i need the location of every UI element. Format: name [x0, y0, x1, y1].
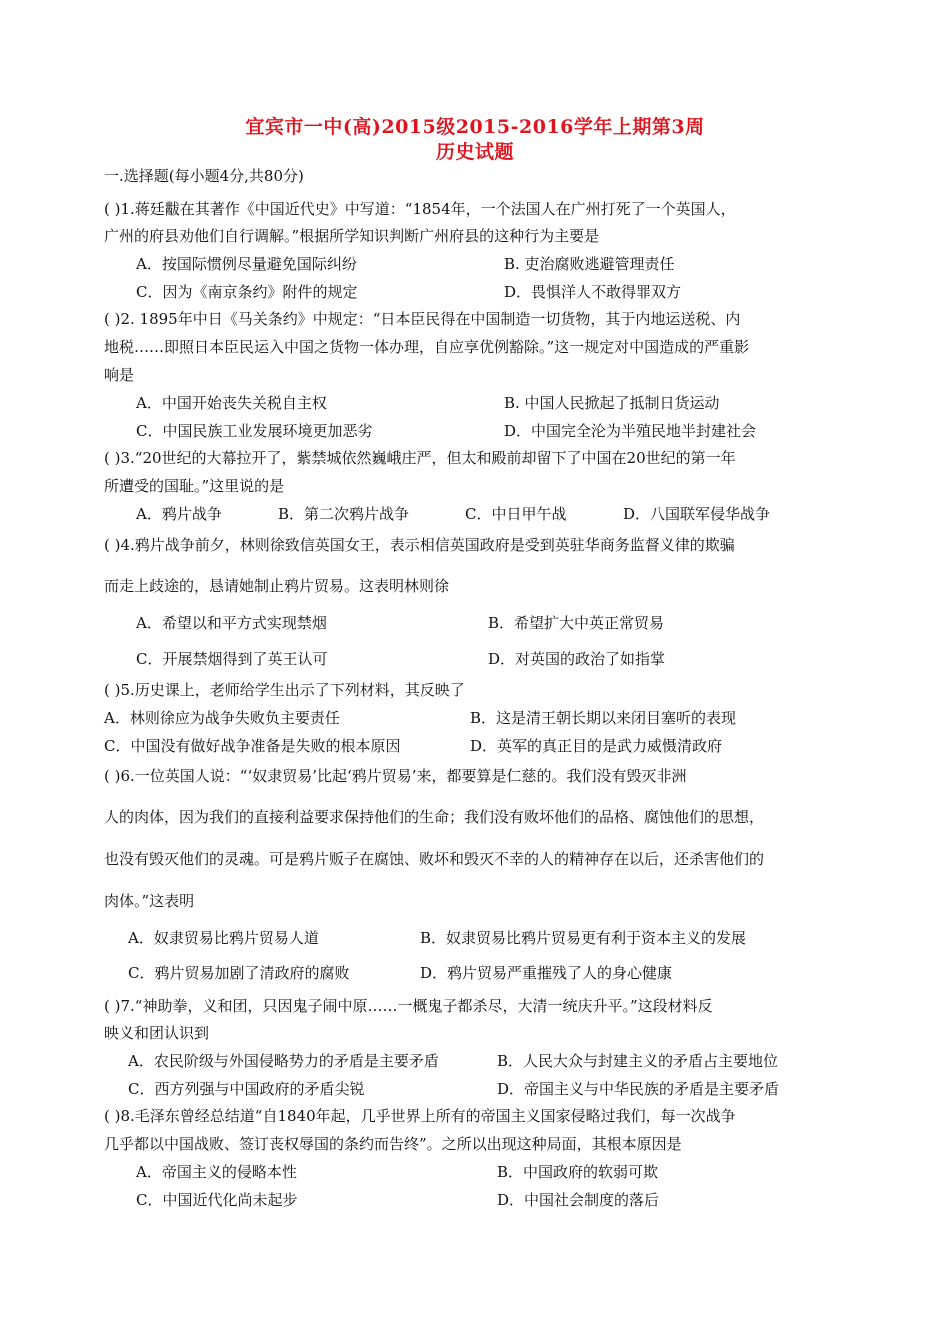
question-5-option-d: D．英军的真正目的是武力威慑清政府 [470, 737, 723, 755]
question-4-stem: ( )4.鸦片战争前夕，林则徐致信英国女王，表示相信英国政府是受到英驻华商务监督义律的欺骗 [104, 536, 735, 554]
question-2-option-b: B. 中国人民掀起了抵制日货运动 [504, 394, 720, 412]
question-2-stem: ( )2. 1895年中日《马关条约》中规定：“日本臣民得在中国制造一切货物，其于内地运送税、内 [104, 310, 741, 328]
question-6-stem: 也没有毁灭他们的灵魂。可是鸦片贩子在腐蚀、败坏和毁灭不幸的人的精神存在以后，还杀害他们的 [104, 850, 765, 868]
question-2-stem: 响是 [104, 366, 135, 384]
question-5-option-a: A．林则徐应为战争失败负主要责任 [104, 709, 340, 727]
question-8-option-d: D．中国社会制度的落后 [497, 1191, 660, 1209]
question-8-stem: ( )8.毛泽东曾经总结道“自1840年起，几乎世界上所有的帝国主义国家侵略过我们，每一次战争 [104, 1107, 736, 1125]
question-1-option-a: A．按国际惯例尽量避免国际纠纷 [136, 255, 357, 273]
question-6-option-b: B．奴隶贸易比鸦片贸易更有利于资本主义的发展 [420, 929, 747, 947]
question-8-option-c: C．中国近代化尚未起步 [136, 1191, 298, 1209]
question-4-option-b: B．希望扩大中英正常贸易 [488, 614, 665, 632]
question-2-stem: 地税……即照日本臣民运入中国之货物一体办理，自应享优例豁除。”这一规定对中国造成的严重影 [104, 338, 750, 356]
question-7-stem: 映义和团认识到 [104, 1024, 210, 1042]
question-7-stem: ( )7.“神助拳，义和团，只因鬼子闹中原……一概鬼子都杀尽，大清一统庆升平。”这段材料反 [104, 997, 713, 1015]
question-3-option-c: C．中日甲午战 [465, 505, 567, 523]
question-6-option-a: A．奴隶贸易比鸦片贸易人道 [128, 929, 319, 947]
question-6-option-c: C．鸦片贸易加剧了清政府的腐败 [128, 964, 350, 982]
question-6-option-d: D．鸦片贸易严重摧残了人的身心健康 [420, 964, 673, 982]
question-7-option-c: C．西方列强与中国政府的矛盾尖锐 [128, 1080, 365, 1098]
question-3-option-a: A．鸦片战争 [136, 505, 222, 523]
question-3-stem: ( )3.“20世纪的大幕拉开了，紫禁城依然巍峨庄严，但太和殿前却留下了中国在20世纪的第一年 [104, 449, 736, 467]
question-2-option-a: A．中国开始丧失关税自主权 [136, 394, 327, 412]
question-1-option-b: B. 吏治腐败逃避管理责任 [504, 255, 675, 273]
question-3-option-b: B．第二次鸦片战争 [278, 505, 410, 523]
question-5-option-b: B．这是清王朝长期以来闭目塞听的表现 [470, 709, 737, 727]
question-6-stem: 肉体。”这表明 [104, 892, 195, 910]
question-1-stem: 广州的府县劝他们自行调解。”根据所学知识判断广州府县的这种行为主要是 [104, 227, 600, 245]
question-4-stem: 而走上歧途的，恳请她制止鸦片贸易。这表明林则徐 [104, 577, 450, 595]
exam-subtitle: 历史试题 [435, 141, 514, 163]
question-4-option-d: D．对英国的政治了如指掌 [488, 650, 666, 668]
question-2-option-c: C．中国民族工业发展环境更加恶劣 [136, 422, 373, 440]
question-2-option-d: D．中国完全沦为半殖民地半封建社会 [504, 422, 757, 440]
question-1-option-c: C．因为《南京条约》附件的规定 [136, 283, 358, 301]
question-7-option-b: B．人民大众与封建主义的矛盾占主要地位 [497, 1052, 779, 1070]
question-4-option-a: A．希望以和平方式实现禁烟 [136, 614, 327, 632]
exam-title: 宜宾市一中(高)2015级2015-2016学年上期第3周 [245, 116, 705, 138]
question-3-stem: 所遭受的国耻。”这里说的是 [104, 477, 285, 495]
section-heading: 一.选择题(每小题4分,共80分) [104, 167, 304, 185]
question-6-stem: ( )6.一位英国人说：“‘奴隶贸易’比起‘鸦片贸易’来，都要算是仁慈的。我们没有毁灭非洲 [104, 767, 687, 785]
question-8-stem: 几乎都以中国战败、签订丧权辱国的条约而告终”。之所以出现这种局面，其根本原因是 [104, 1135, 682, 1153]
question-3-option-d: D．八国联军侵华战争 [623, 505, 771, 523]
question-1-option-d: D．畏惧洋人不敢得罪双方 [504, 283, 682, 301]
question-7-option-d: D．帝国主义与中华民族的矛盾是主要矛盾 [497, 1080, 780, 1098]
question-1-stem: ( )1.蒋廷黻在其著作《中国近代史》中写道：“1854年，一个法国人在广州打死了一个英国人， [104, 200, 736, 218]
question-7-option-a: A．农民阶级与外国侵略势力的矛盾是主要矛盾 [128, 1052, 439, 1070]
question-8-option-a: A．帝国主义的侵略本性 [136, 1163, 297, 1181]
question-5-stem: ( )5.历史课上，老师给学生出示了下列材料，其反映了 [104, 681, 465, 699]
question-8-option-b: B．中国政府的软弱可欺 [497, 1163, 659, 1181]
question-4-option-c: C．开展禁烟得到了英王认可 [136, 650, 328, 668]
question-6-stem: 人的肉体，因为我们的直接利益要求保持他们的生命；我们没有败坏他们的品格、腐蚀他们的思想， [104, 808, 765, 826]
question-5-option-c: C．中国没有做好战争准备是失败的根本原因 [104, 737, 401, 755]
